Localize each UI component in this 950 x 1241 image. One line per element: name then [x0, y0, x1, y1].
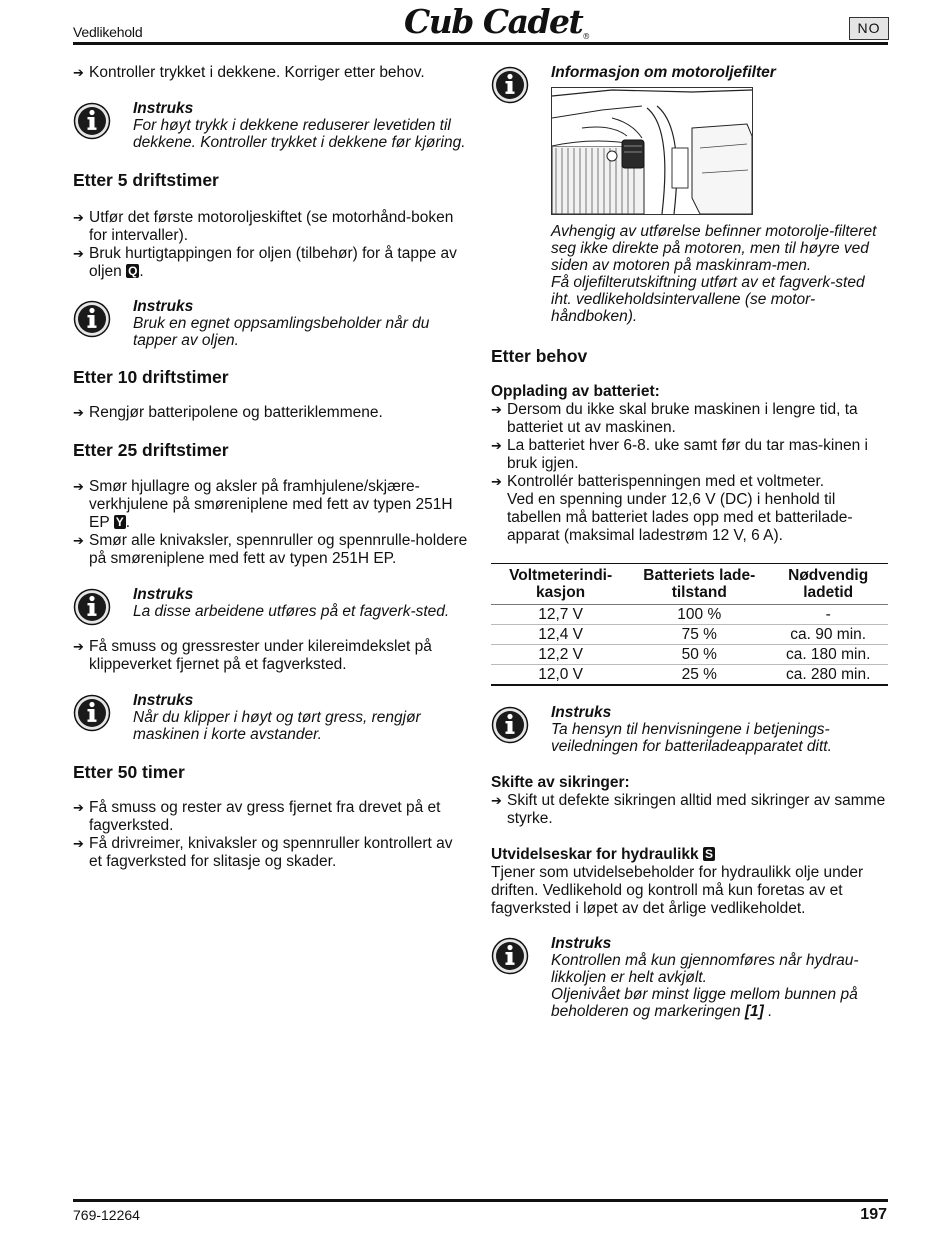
hydraulic-body: Tjener som utvidelsebeholder for hydraulikk olje under driften. Vedlikehold og kontroll må kun foretas av et fagverksted i løpet av det årlige vedlikeholdet. — [491, 864, 864, 917]
list-item: ➔ Smør hjullagre og aksler på framhjulene/skjære-verkhjulene på smøreniplene med fett av typen 251H EP Y . — [73, 478, 453, 531]
instruction-note — [491, 935, 888, 1020]
page-number: 197 — [860, 1206, 887, 1223]
note-title: Informasjon om motoroljefilter — [551, 64, 776, 81]
info-icon — [491, 706, 529, 744]
note-title: Instruks — [133, 100, 194, 117]
list-item: ➔ Skift ut defekte sikringen alltid med sikringer av samme styrke. — [491, 792, 886, 827]
header-divider — [73, 42, 888, 45]
battery-table — [491, 563, 888, 686]
list-item: ➔ Bruk hurtigtappingen for oljen (tilbehør) for å tappe av oljen Q . — [73, 245, 457, 280]
note-title: Instruks — [133, 586, 194, 603]
note-body: Kontrollen må kun gjennomføres når hydrau-likkoljen er helt avkjølt. — [551, 952, 859, 986]
instruction-note — [73, 586, 468, 620]
list-item: ➔ Utfør det første motoroljeskiftet (se motorhånd-boken for intervaller). — [73, 209, 454, 244]
table-row: 12,2 V 50 % ca. 180 min. — [491, 645, 888, 665]
section-title: Vedlikehold — [73, 24, 143, 40]
ref-badge: S — [704, 847, 713, 861]
list-item: ➔ Få smuss og rester av gress fjernet fra drevet på et fagverksted. — [73, 799, 441, 834]
arrow-icon: ➔ — [73, 836, 84, 851]
arrow-icon: ➔ — [491, 402, 502, 417]
table-row: 12,0 V 25 % ca. 280 min. — [491, 665, 888, 686]
note-body: Oljenivået bør minst ligge mellom bunnen på beholderen og markeringen [1] . — [551, 986, 858, 1020]
right-column — [491, 60, 888, 1020]
arrow-icon: ➔ — [73, 639, 84, 654]
note-title: Instruks — [551, 704, 612, 721]
arrow-icon: ➔ — [73, 65, 84, 80]
info-icon — [491, 937, 529, 975]
language-badge: NO — [849, 17, 889, 40]
footer-divider — [73, 1199, 888, 1202]
note-body: Få oljefilterutskiftning utført av et fagverk-sted iht. vedlikeholdsintervallene (se motor-håndboken). — [551, 274, 865, 325]
info-icon — [73, 588, 111, 626]
instruction-note — [73, 100, 468, 151]
instruction-note — [491, 64, 888, 81]
oil-filter-illustration — [551, 87, 753, 215]
arrow-icon: ➔ — [73, 533, 84, 548]
battery-charging-title: Opplading av batteriet: — [491, 383, 660, 400]
instruction-note — [491, 704, 888, 755]
info-icon — [73, 102, 111, 140]
heading-10-hours: Etter 10 driftstimer — [73, 367, 229, 387]
fuses-title: Skifte av sikringer: — [491, 774, 630, 791]
list-item: ➔ La batteriet hver 6-8. uke samt før du tar mas-kinen i bruk igjen. — [491, 437, 868, 472]
note-title: Instruks — [133, 692, 194, 709]
note-title: Instruks — [551, 935, 612, 952]
list-item: ➔ Få smuss og gressrester under kilereimdekslet på klippeverket fjernet på et fagverksted. — [73, 638, 432, 673]
instruction-note — [73, 298, 468, 349]
column-header: Batteriets lade-tilstand — [630, 564, 768, 605]
list-item: ➔ Kontroller trykket i dekkene. Korriger etter behov. — [73, 64, 425, 81]
engine-illustration — [552, 88, 752, 214]
column-header: Voltmeterindi-kasjon — [491, 564, 630, 605]
list-item: ➔ Kontrollér batterispenningen med et voltmeter. Ved en spenning under 12,6 V (DC) i henhold til tabellen må batteriet lades opp med et batterilade-apparat (maksimal ladestrøm 12 V, 6 A). — [491, 473, 853, 544]
info-icon — [73, 300, 111, 338]
heading-5-hours: Etter 5 driftstimer — [73, 170, 219, 190]
heading-50-hours: Etter 50 timer — [73, 762, 185, 782]
heading-as-needed: Etter behov — [491, 346, 588, 366]
note-title: Instruks — [133, 298, 194, 315]
list-item: ➔ Rengjør batteripolene og batteriklemmene. — [73, 404, 383, 421]
note-body: Når du klipper i høyt og tørt gress, rengjør maskinen i korte avstander. — [133, 709, 421, 743]
table-row: 12,4 V 75 % ca. 90 min. — [491, 625, 888, 645]
note-body: For høyt trykk i dekkene reduserer levetiden til dekkene. Kontroller trykket i dekkene før kjøring. — [133, 117, 466, 151]
ref-badge: Y — [115, 515, 124, 529]
note-body: Avhengig av utførelse befinner motorolje-filteret seg ikke direkte på motoren, men til høyre ved siden av motoren på maskinram-men. — [551, 223, 877, 274]
note-body: Bruk en egnet oppsamlingsbeholder når du tapper av oljen. — [133, 315, 430, 349]
arrow-icon: ➔ — [491, 438, 502, 453]
document-number: 769-12264 — [73, 1207, 140, 1223]
instruction-note — [73, 692, 468, 743]
left-column — [73, 60, 468, 871]
list-item: ➔ Dersom du ikke skal bruke maskinen i lengre tid, ta batteriet ut av maskinen. — [491, 401, 858, 436]
list-item: ➔ Få drivreimer, knivaksler og spennruller kontrollert av et fagverksted for slitasje og skader. — [73, 835, 453, 870]
info-icon — [491, 66, 529, 104]
heading-25-hours: Etter 25 driftstimer — [73, 440, 229, 460]
note-body: La disse arbeidene utføres på et fagverk-sted. — [133, 603, 450, 620]
brand-logo: Cub Cadet® — [404, 2, 589, 41]
arrow-icon: ➔ — [73, 479, 84, 494]
hydraulic-title: Utvidelseskar for hydraulikk S — [491, 846, 713, 863]
column-header: Nødvendig ladetid — [768, 564, 888, 605]
table-row: 12,7 V 100 % - — [491, 605, 888, 625]
ref-badge: Q — [128, 264, 138, 278]
arrow-icon: ➔ — [73, 405, 84, 420]
note-body: Ta hensyn til henvisningene i betjenings-veiledningen for batteriladeapparatet ditt. — [551, 721, 832, 755]
instruction-note-body — [491, 223, 888, 325]
arrow-icon: ➔ — [73, 210, 84, 225]
info-icon — [73, 694, 111, 732]
arrow-icon: ➔ — [491, 793, 502, 808]
arrow-icon: ➔ — [491, 474, 502, 489]
arrow-icon: ➔ — [73, 800, 84, 815]
list-item: ➔ Smør alle knivaksler, spennruller og spennrulle-holdere på smøreniplene med fett av typen 251H EP. — [73, 532, 468, 567]
table-header-row — [491, 564, 888, 605]
arrow-icon: ➔ — [73, 246, 84, 261]
